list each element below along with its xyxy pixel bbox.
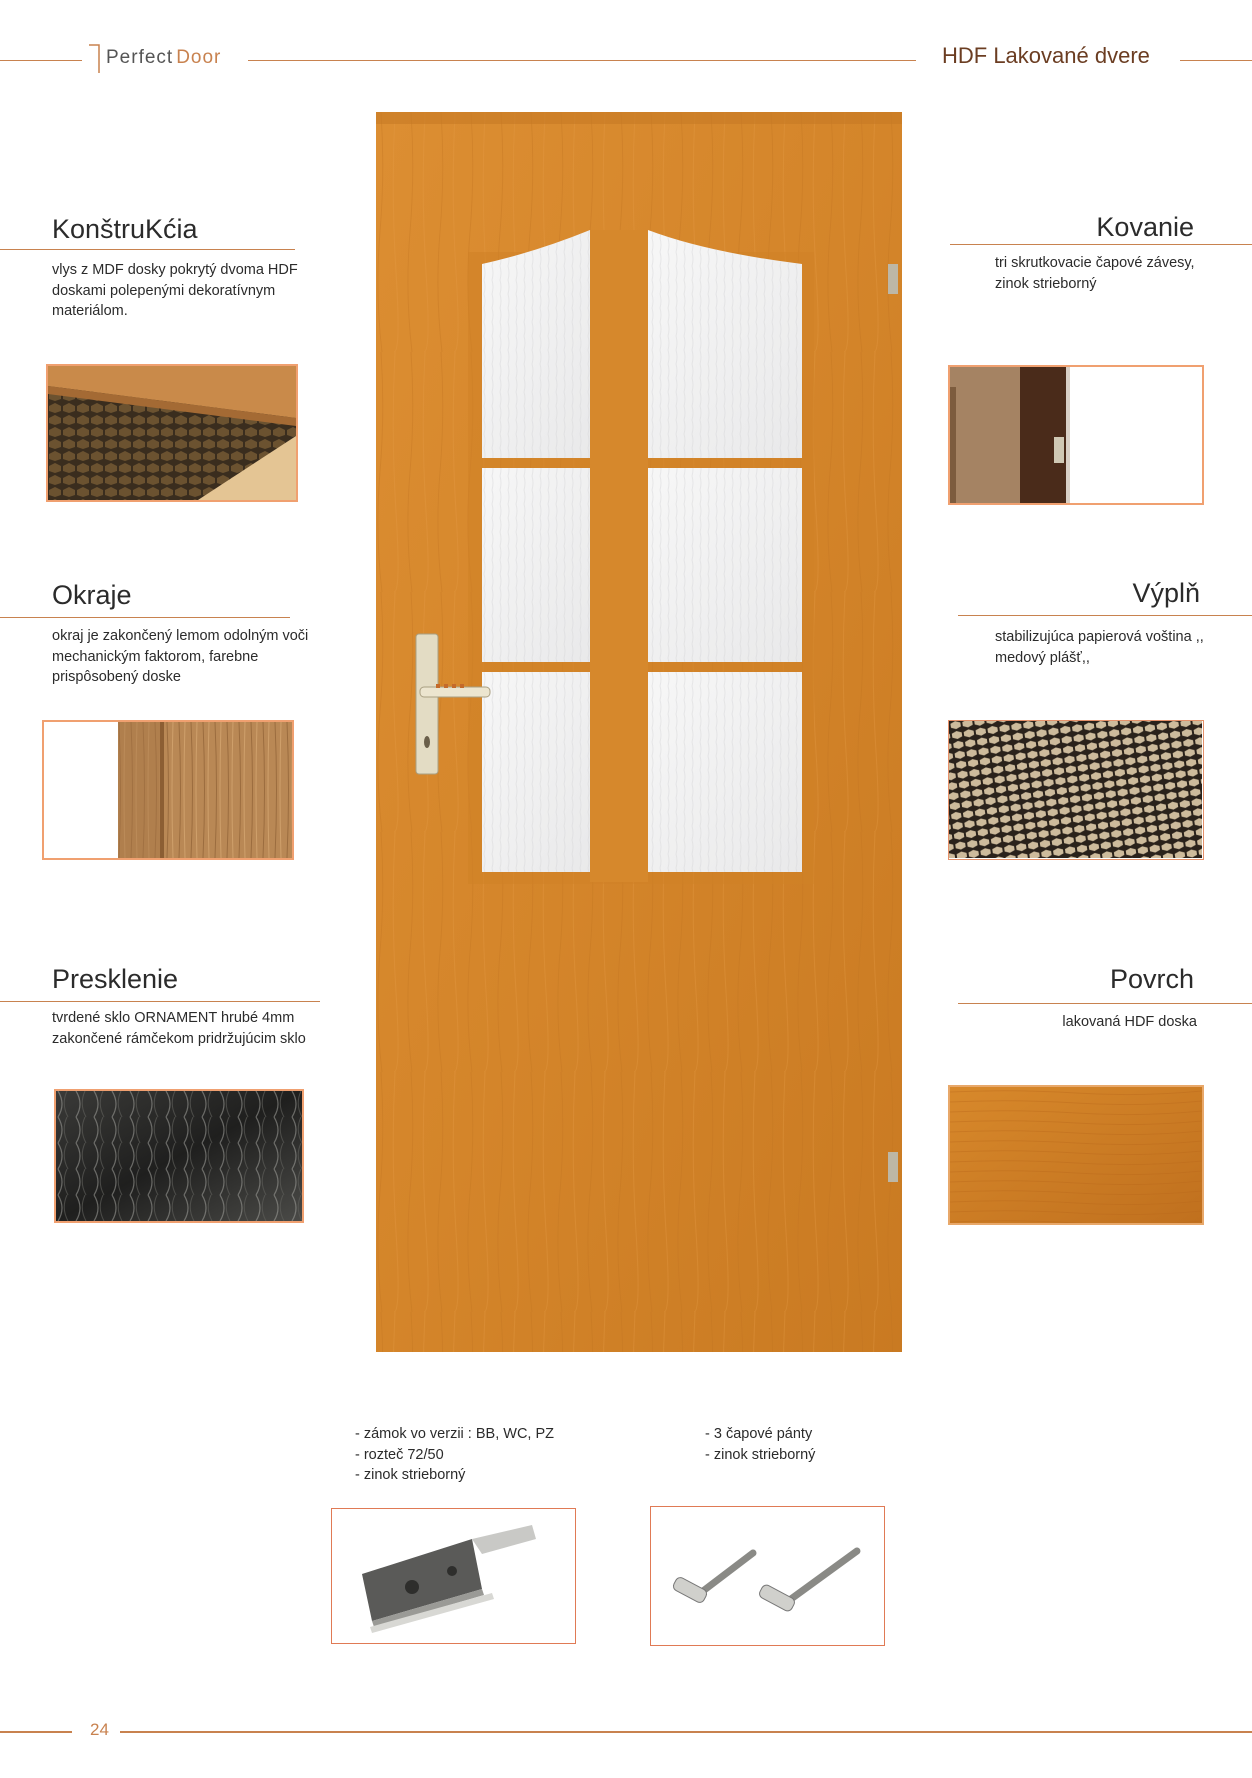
- text-povrch: lakovaná HDF doska: [1062, 1014, 1197, 1030]
- rule-konstrukcia: [0, 249, 295, 250]
- text-vypln: stabilizujúca papierová voština ,, medový plášť,,: [995, 629, 1204, 666]
- text-okraje: okraj je zakončený lemom odolným voči mechanickým faktorom, farebne prispôsobený doske: [52, 628, 309, 685]
- footer-rule-left: [0, 1731, 72, 1733]
- brand-logo: [106, 47, 221, 69]
- lock-image: [331, 1508, 576, 1644]
- door-image: [376, 112, 902, 1352]
- heading-povrch: Povrch: [1109, 964, 1194, 994]
- heading-okraje: Okraje: [52, 580, 132, 610]
- sample-vypln: [948, 720, 1204, 860]
- hinge-spec-line: - 3 čapové pánty: [705, 1426, 813, 1442]
- header-rule-left: [0, 60, 82, 61]
- page-number: 24: [90, 1720, 109, 1739]
- heading-vypln: Výplň: [1132, 578, 1200, 608]
- hinge-spec-list: [705, 1424, 965, 1465]
- header-rule-right: [1180, 60, 1252, 61]
- heading-presklenie: Presklenie: [52, 964, 179, 994]
- lock-spec-line: - zinok strieborný: [355, 1467, 466, 1483]
- brand-bracket: [88, 44, 102, 74]
- heading-konstrukcia: KonštruKćia: [52, 214, 198, 244]
- lock-spec-line: - zámok vo verzii : BB, WC, PZ: [355, 1426, 554, 1442]
- heading-kovanie: Kovanie: [1096, 212, 1194, 242]
- rule-kovanie: [950, 244, 1252, 245]
- hinge-spec-line: - zinok strieborný: [705, 1446, 816, 1463]
- text-konstrukcia: vlys z MDF dosky pokrytý dvoma HDF doskami polepenými dekoratívnym materiálom.: [52, 262, 298, 319]
- sample-povrch: [948, 1085, 1204, 1225]
- rule-vypln: [958, 615, 1252, 616]
- lock-spec-list: [355, 1424, 655, 1486]
- text-presklenie: tvrdené sklo ORNAMENT hrubé 4mm zakončené rámčekom pridržujúcim sklo: [52, 1010, 306, 1047]
- page-title: HDF Lakované dvere: [942, 43, 1150, 68]
- rule-presklenie: [0, 1001, 320, 1002]
- footer-rule-right: [120, 1731, 1252, 1733]
- brand-accent: Door: [176, 47, 222, 68]
- header-rule-middle: [248, 60, 916, 61]
- hinges-image: [650, 1506, 885, 1646]
- lock-spec-line: - rozteč 72/50: [355, 1446, 444, 1463]
- sample-kovanie: [948, 365, 1204, 505]
- sample-konstrukcia: [46, 364, 298, 502]
- text-kovanie: tri skrutkovacie čapové závesy, zinok strieborný: [995, 255, 1195, 292]
- rule-okraje: [0, 617, 290, 618]
- sample-okraje: [42, 720, 294, 860]
- sample-presklenie: [54, 1089, 304, 1223]
- rule-povrch: [958, 1003, 1252, 1004]
- brand-light: Perfect: [106, 47, 174, 68]
